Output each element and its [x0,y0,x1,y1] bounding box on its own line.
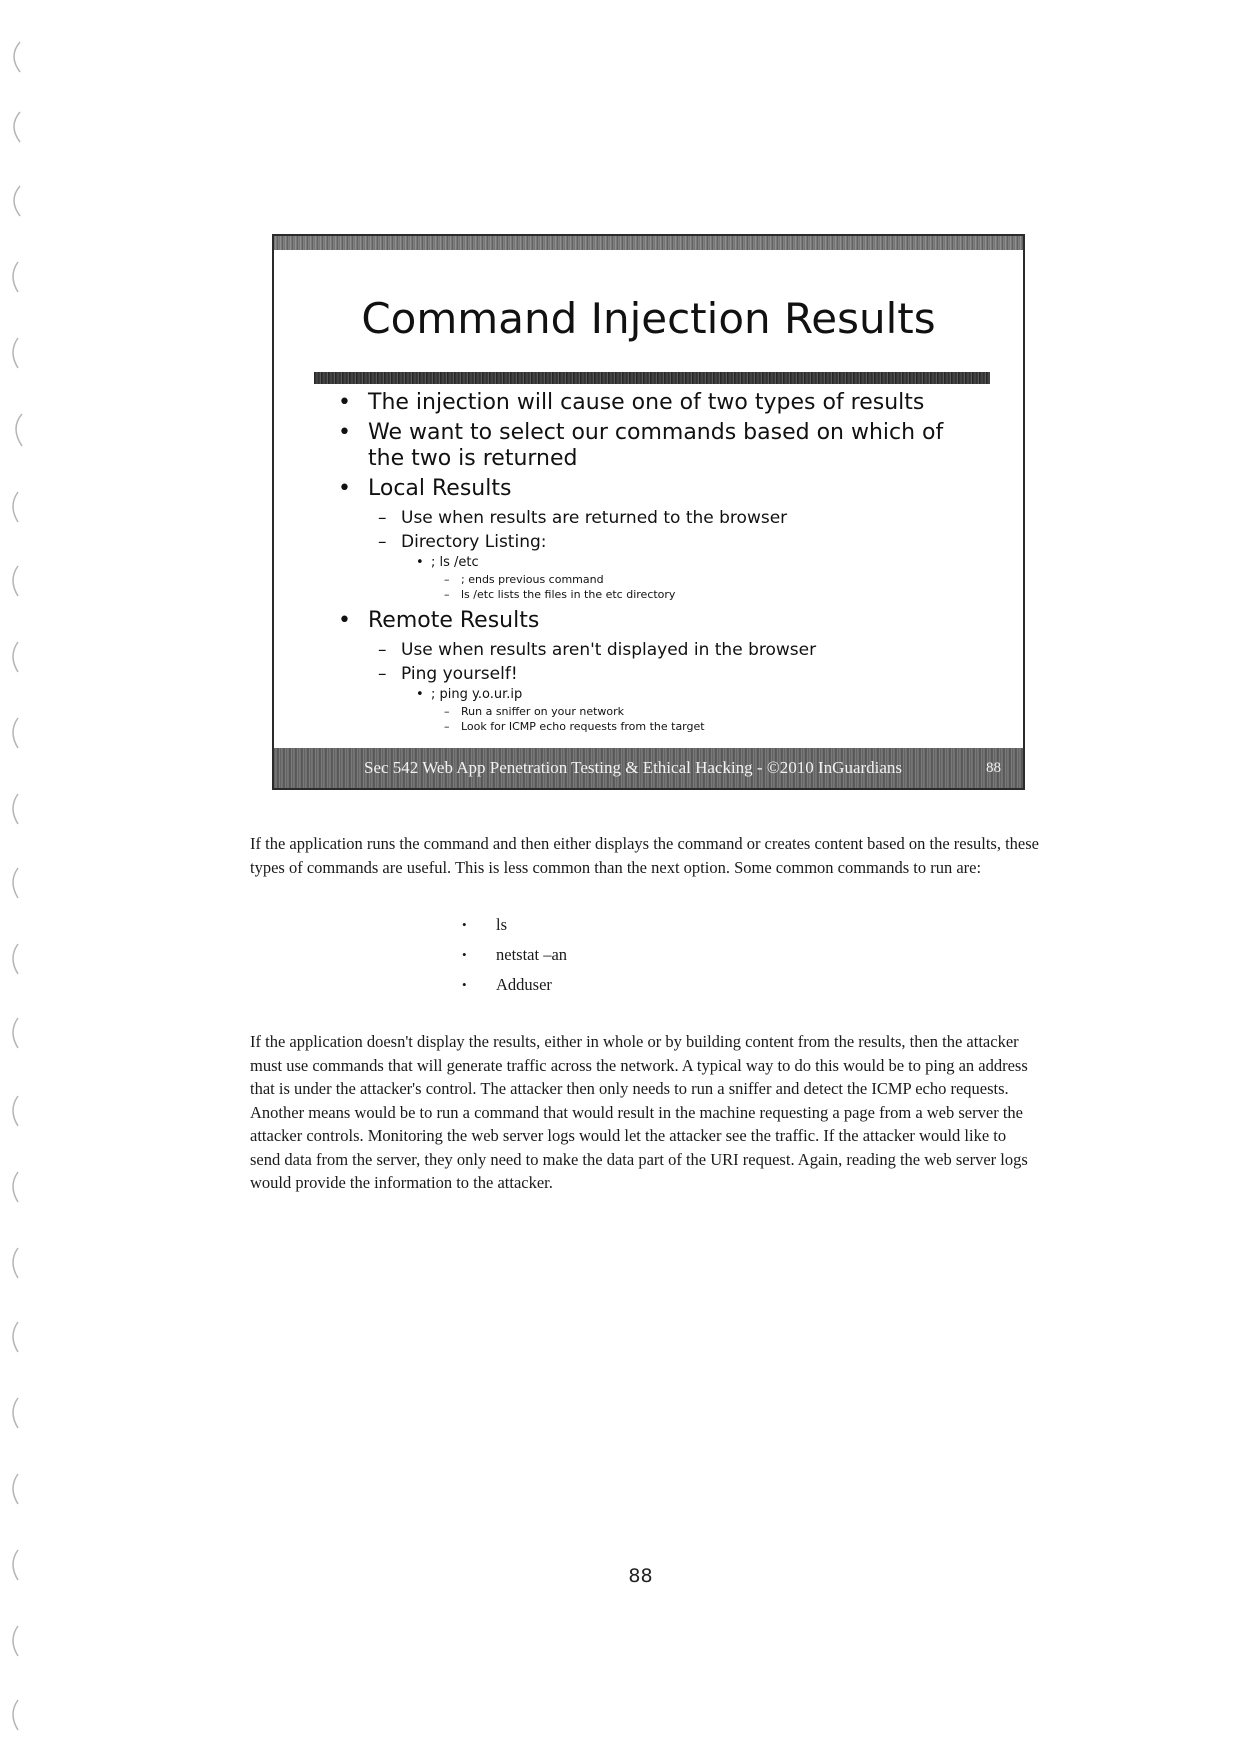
bullet-icon: • [338,420,351,445]
bullet-text: Remote Results [368,608,540,633]
slide-body [326,390,986,734]
bullet-icon: • [338,608,351,633]
slide-title: Command Injection Results [361,294,936,343]
note-item [326,704,986,719]
bullet-icon: • [416,687,424,702]
dash-icon: – [444,573,450,586]
dash-icon: – [444,720,450,733]
command-text: ; ls /etc [431,555,479,570]
note-text: Look for ICMP echo requests from the target [461,720,705,733]
bullet-icon: • [338,390,351,415]
slide [272,234,1025,790]
page-number: 88 [628,1565,653,1587]
command-bullet-item [326,554,986,572]
list-item [458,970,567,1000]
note-text: ls /etc lists the files in the etc directory [461,588,676,601]
bullet-text: The injection will cause one of two types of results [368,390,925,415]
list-item-text: netstat –an [496,945,568,964]
sub-bullet-item [326,638,986,662]
note-item [326,719,986,734]
sub-bullet-item [326,506,986,530]
bullet-item [326,420,986,472]
dash-icon: – [378,640,387,660]
sub-bullet-item [326,530,986,554]
bullet-icon: • [462,977,467,992]
notes-paragraph-2 [250,1030,1040,1195]
bullet-icon: • [462,917,467,932]
command-bullet-item [326,686,986,704]
sub-bullet-text: Use when results are returned to the browser [401,508,788,528]
bullet-icon: • [462,947,467,962]
list-item-text: ls [496,915,508,934]
bullet-item-remote-results [326,608,986,634]
bullet-text: Local Results [368,476,512,501]
bullet-icon: • [416,555,424,570]
dash-icon: – [444,588,450,601]
note-item [326,587,986,602]
slide-footer-text: Sec 542 Web App Penetration Testing & Ethical Hacking - ©2010 InGuardians [364,758,903,777]
bullet-item [326,390,986,416]
bullet-icon: • [338,476,351,501]
dash-icon: – [378,508,387,528]
slide-footer [274,748,1023,788]
sub-bullet-text: Ping yourself! [401,664,518,684]
binder-hole-marks [0,0,60,1754]
paragraph-text: If the application doesn't display the results, either in whole or by building content from the results, then the attacker must use commands that will generate traffic across the network. A typical way to do this would be to ping an address that is under the attacker's control. The attacker then only needs to run a sniffer and detect the ICMP echo requests. Another means would be to run a command that would result in the machine requesting a page from a web server the attacker controls. Monitoring the web server logs would let the attacker see the traffic. If the attacker would like to send data from the server, they only need to make the data part of the URI request. Again, reading the web server logs would provide the information to the attacker. [250,1032,1028,1192]
bullet-item-local-results [326,476,986,502]
sub-bullet-text: Directory Listing: [401,532,547,552]
dash-icon: – [444,705,450,718]
list-item-text: Adduser [496,975,552,994]
note-text: Run a sniffer on your network [461,705,625,718]
notes-paragraph-1 [250,832,1040,879]
command-list [458,910,567,1000]
dash-icon: – [378,532,387,552]
slide-title-rule [314,372,990,384]
sub-bullet-text: Use when results aren't displayed in the browser [401,640,817,660]
bullet-text: We want to select our commands based on which of the two is returned [368,420,944,471]
slide-number: 88 [986,760,1001,776]
slide-top-bar [274,236,1023,250]
note-text: ; ends previous command [461,573,604,586]
command-text: ; ping y.o.ur.ip [431,687,523,702]
note-item [326,572,986,587]
list-item [458,910,567,940]
list-item [458,940,567,970]
dash-icon: – [378,664,387,684]
sub-bullet-item [326,662,986,686]
paragraph-text: If the application runs the command and then either displays the command or creates content based on the results, these types of commands are useful. This is less common than the next option. Some common commands to run are: [250,834,1040,877]
